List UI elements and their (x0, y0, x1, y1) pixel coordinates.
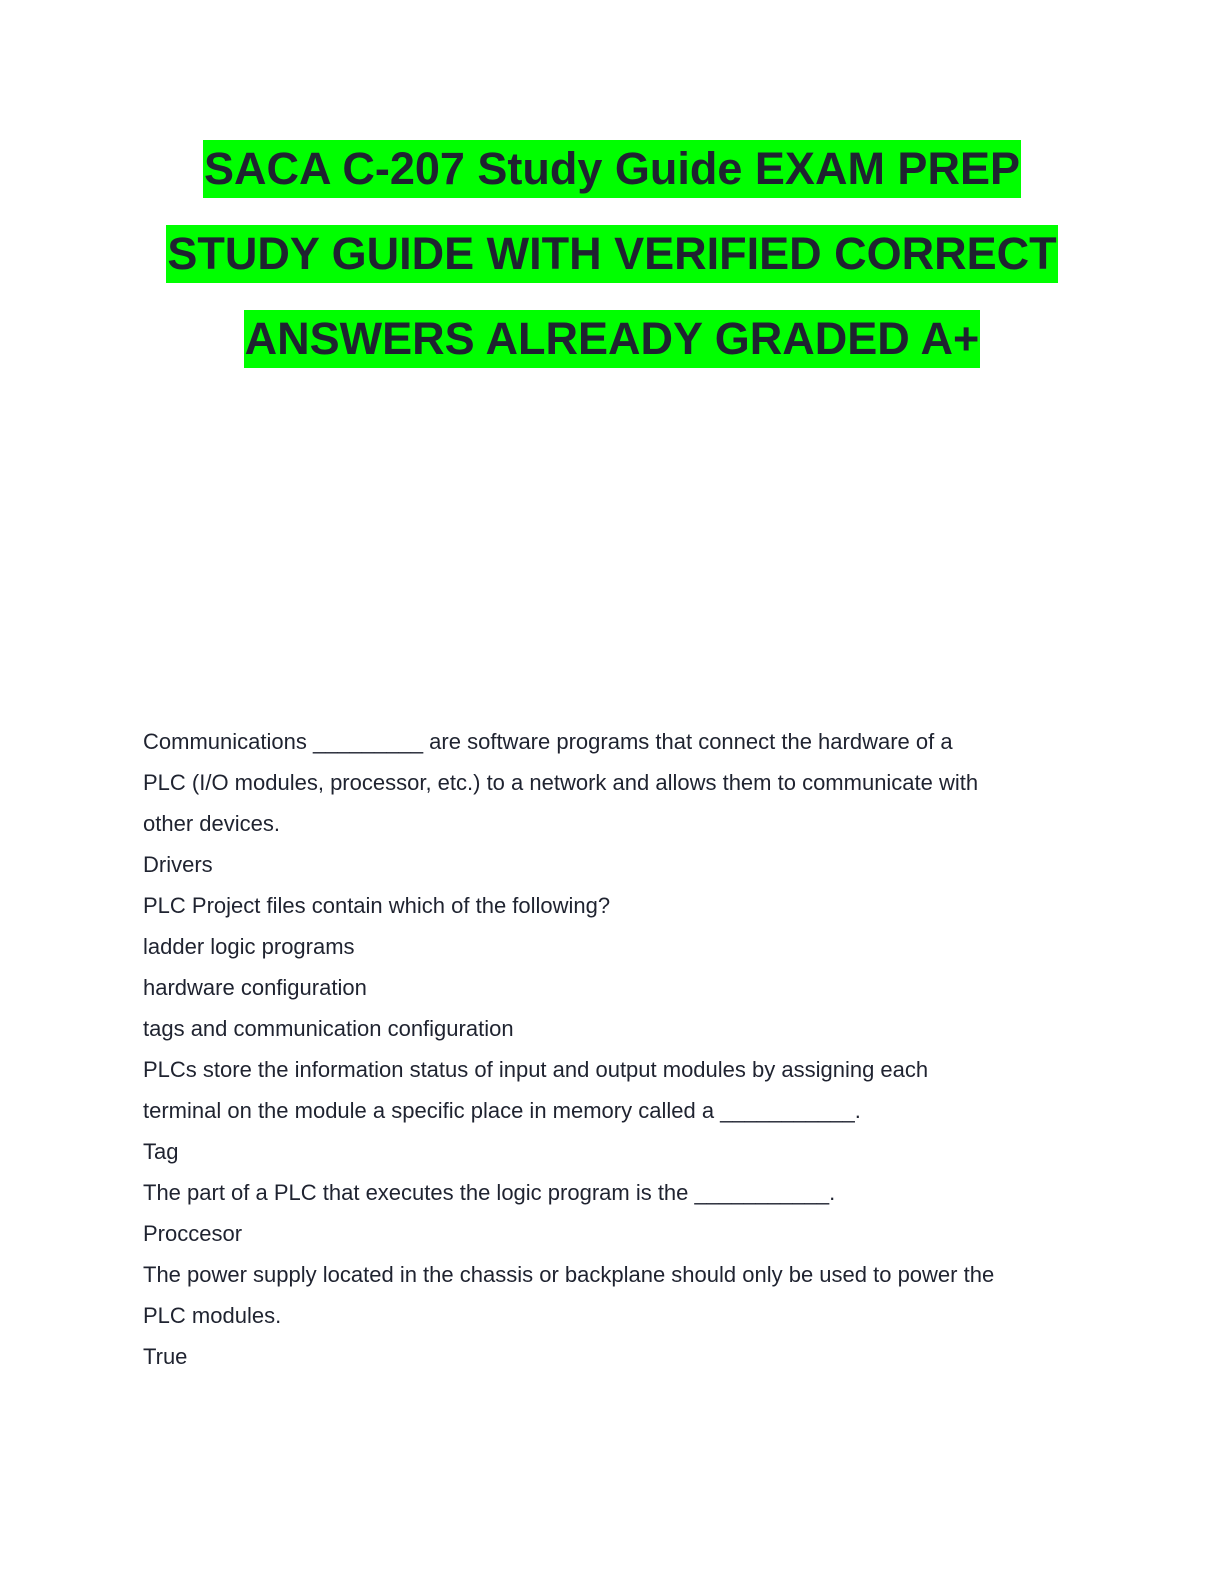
question-text: PLCs store the information status of input and output modules by assigning each (143, 1057, 929, 1082)
answer-text: Drivers (143, 852, 213, 877)
title-line (0, 225, 1224, 310)
answer-text: Proccesor (143, 1221, 243, 1246)
question-text: PLC (I/O modules, processor, etc.) to a network and allows them to communicate with (143, 770, 979, 795)
question-text: other devices. (143, 811, 280, 836)
question-text: The part of a PLC that executes the logic program is the ___________. (143, 1180, 836, 1205)
question-text: Communications _________ are software programs that connect the hardware of a (143, 729, 953, 754)
document-title (0, 140, 1224, 395)
answer-text: tags and communication configuration (143, 1016, 514, 1041)
question-text: PLC Project files contain which of the following? (143, 893, 611, 918)
title-line (0, 140, 1224, 225)
title-line-text: STUDY GUIDE WITH VERIFIED CORRECT (166, 225, 1057, 283)
question-text: The power supply located in the chassis or backplane should only be used to power the (143, 1262, 995, 1287)
title-line-text: ANSWERS ALREADY GRADED A+ (244, 310, 981, 368)
title-line (0, 310, 1224, 395)
answer-text: ladder logic programs (143, 934, 355, 959)
document-body (143, 721, 1083, 1377)
answer-text: True (143, 1344, 188, 1369)
title-line-text: SACA C-207 Study Guide EXAM PREP (203, 140, 1021, 198)
question-text: terminal on the module a specific place in memory called a ___________. (143, 1098, 861, 1123)
question-text: PLC modules. (143, 1303, 282, 1328)
answer-text: hardware configuration (143, 975, 367, 1000)
answer-text: Tag (143, 1139, 179, 1164)
